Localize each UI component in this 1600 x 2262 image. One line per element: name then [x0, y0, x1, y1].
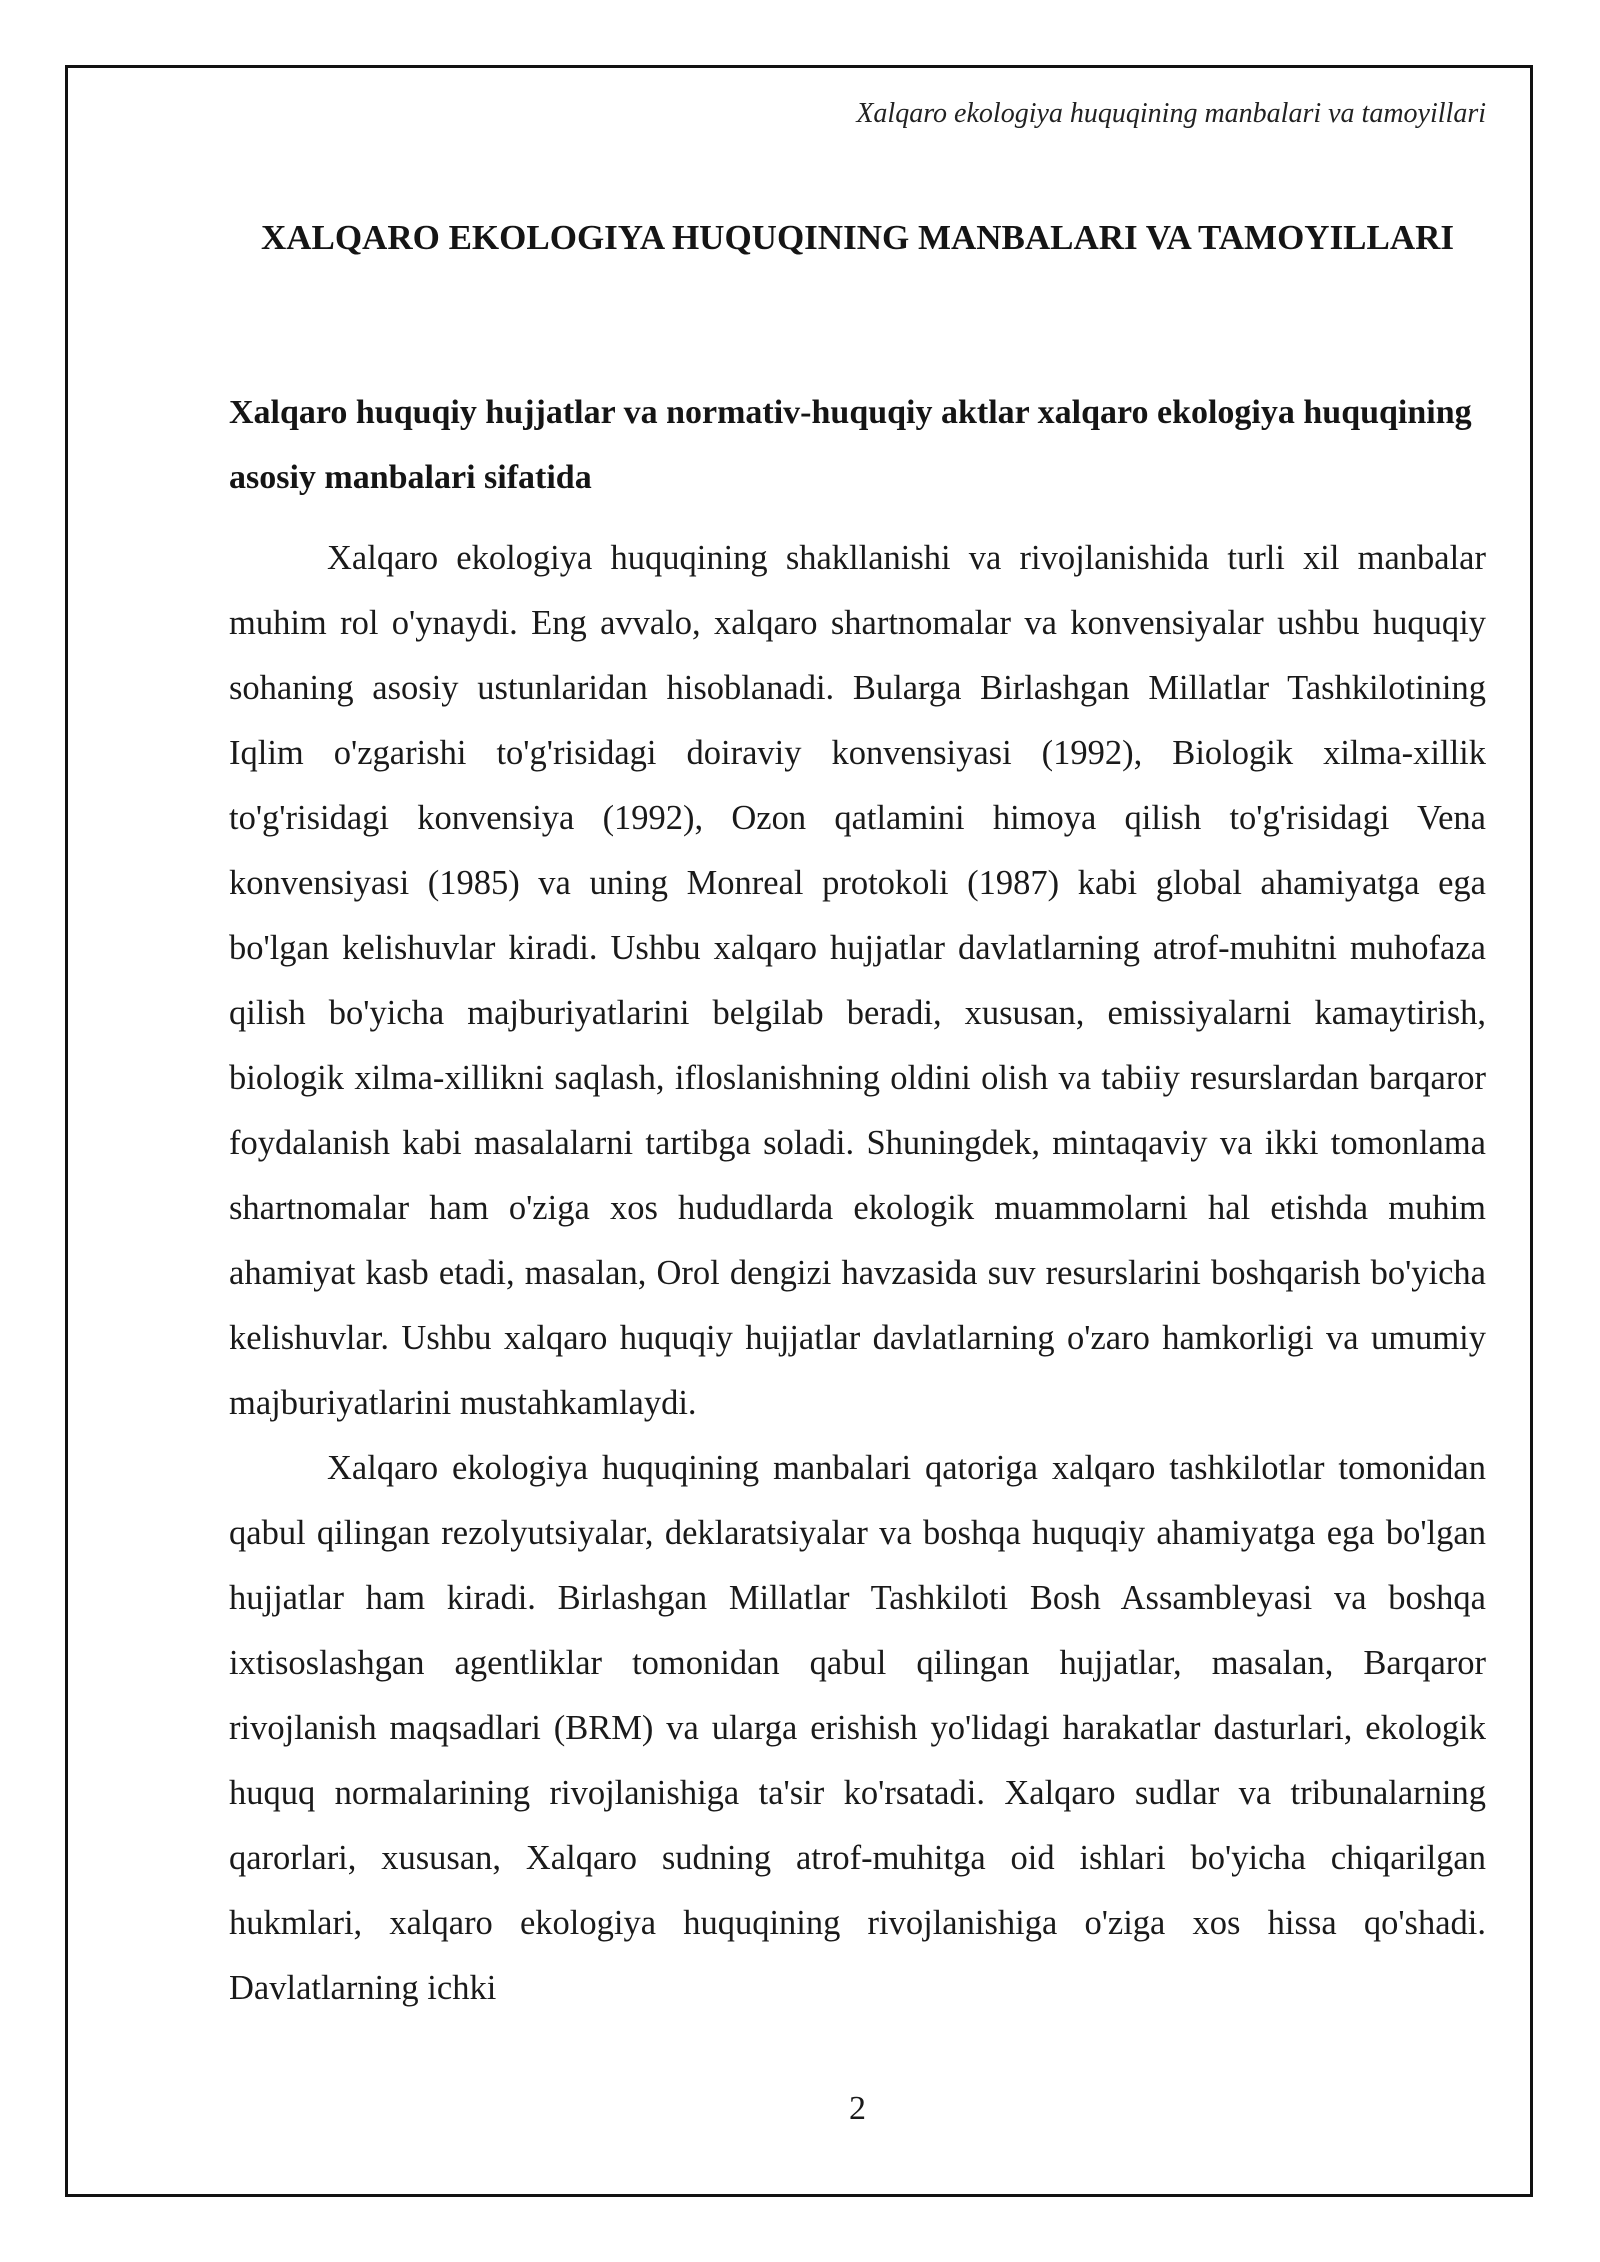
running-header: Xalqaro ekologiya huquqining manbalari va tamoyillari	[856, 98, 1486, 129]
document-title: XALQARO EKOLOGIYA HUQUQINING MANBALARI VA TAMOYILLARI	[260, 218, 1455, 257]
section-heading: Xalqaro huquqiy hujjatlar va normativ-huquqiy aktlar xalqaro ekologiya huquqining asosiy manbalari sifatida	[229, 394, 1472, 496]
page-number: 2	[849, 2090, 866, 2127]
body-text	[229, 526, 1486, 2021]
paragraph: Xalqaro ekologiya huquqining shakllanishi va rivojlanishida turli xil manbalar muhim rol o'ynaydi. Eng avvalo, xalqaro shartnomalar va konvensiyalar ushbu huquqiy sohaning asosiy ustunlaridan hisoblanadi. Bularga Birlashgan Millatlar Tashkilotining Iqlim o'zgarishi to'g'risidagi doiraviy konvensiyasi (1992), Biologik xilma-xillik to'g'risidagi konvensiya (1992), Ozon qatlamini himoya qilish to'g'risidagi Vena konvensiyasi (1985) va uning Monreal protokoli (1987) kabi global ahamiyatga ega bo'lgan kelishuvlar kiradi. Ushbu xalqaro hujjatlar davlatlarning atrof-muhitni muhofaza qilish bo'yicha majburiyatlarini belgilab beradi, xususan, emissiyalarni kamaytirish, biologik xilma-xillikni saqlash, ifloslanishning oldini olish va tabiiy resurslardan barqaror foydalanish kabi masalalarni tartibga soladi. Shuningdek, mintaqaviy va ikki tomonlama shartnomalar ham o'ziga xos hududlarda ekologik muammolarni hal etishda muhim ahamiyat kasb etadi, masalan, Orol dengizi havzasida suv resurslarini boshqarish bo'yicha kelishuvlar. Ushbu xalqaro huquqiy hujjatlar davlatlarning o'zaro hamkorligi va umumiy majburiyatlarini mustahkamlaydi.	[229, 539, 1486, 1422]
paragraph: Xalqaro ekologiya huquqining manbalari qatoriga xalqaro tashkilotlar tomonidan qabul qilingan rezolyutsiyalar, deklaratsiyalar va boshqa huquqiy ahamiyatga ega bo'lgan hujjatlar ham kiradi. Birlashgan Millatlar Tashkiloti Bosh Assambleyasi va boshqa ixtisoslashgan agentliklar tomonidan qabul qilingan hujjatlar, masalan, Barqaror rivojlanish maqsadlari (BRM) va ularga erishish yo'lidagi harakatlar dasturlari, ekologik huquq normalarining rivojlanishiga ta'sir ko'rsatadi. Xalqaro sudlar va tribunalarning qarorlari, xususan, Xalqaro sudning atrof-muhitga oid ishlari bo'yicha chiqarilgan hukmlari, xalqaro ekologiya huquqining rivojlanishiga o'ziga xos hissa qo'shadi. Davlatlarning ichki	[229, 1449, 1486, 2007]
